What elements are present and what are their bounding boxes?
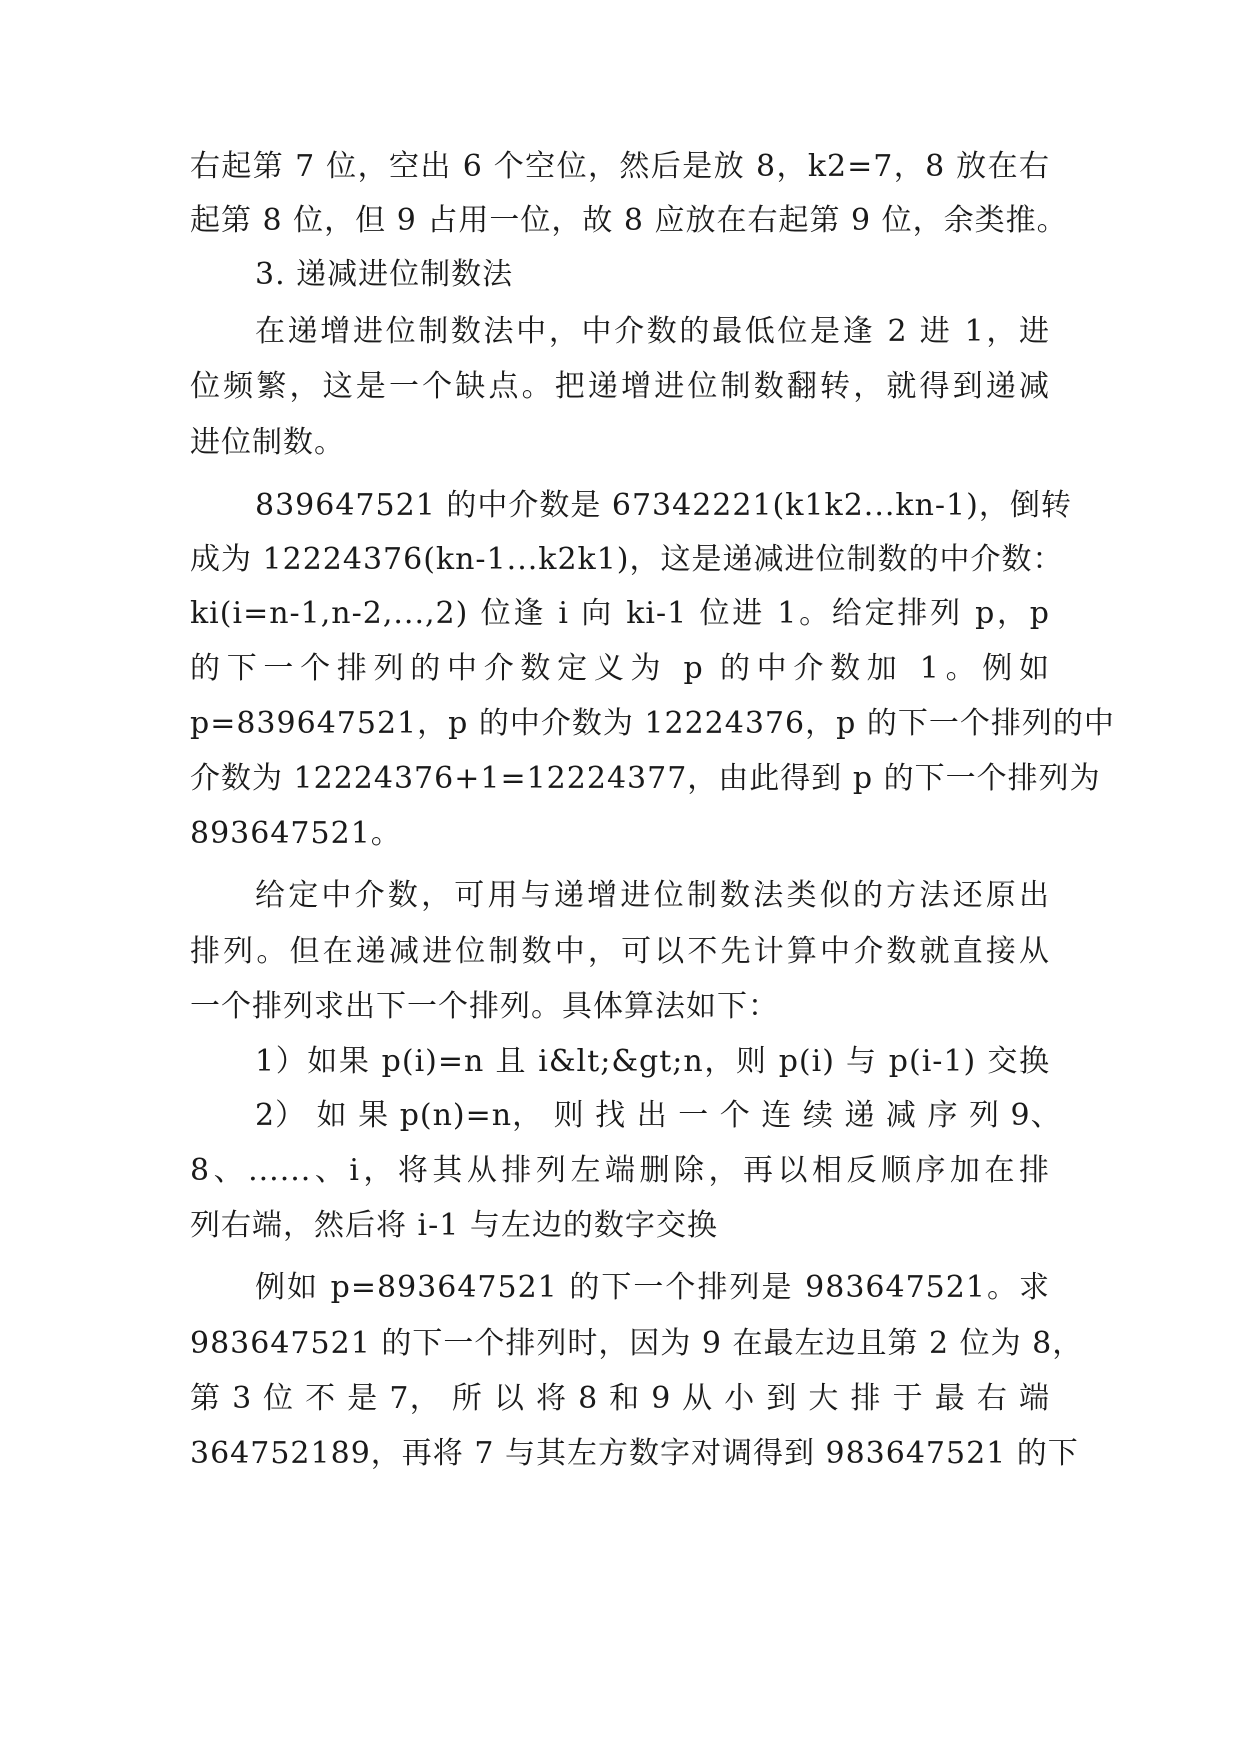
text-line: 364752189，再将 7 与其左方数字对调得到 983647521 的下 [190, 1436, 1079, 1471]
text-line: 右起第 7 位，空出 6 个空位，然后是放 8，k2=7，8 放在右 [190, 149, 1050, 184]
text-line: 839647521 的中介数是 67342221(k1k2...kn-1)，倒转 [255, 488, 1072, 523]
text-line: 8、......、i，将其从排列左端删除，再以相反顺序加在排 [190, 1153, 1050, 1188]
text-line: 983647521 的下一个排列时，因为 9 在最左边且第 2 位为 8， [190, 1326, 1084, 1361]
text-line: 列右端，然后将 i-1 与左边的数字交换 [190, 1208, 718, 1243]
text-line: 介数为 12224376+1=12224377，由此得到 p 的下一个排列为 [190, 761, 1101, 796]
text-line: 在递增进位制数法中，中介数的最低位是逢 2 进 1，进 [255, 314, 1050, 349]
list-item: 2） 如 果 p(n)=n， 则 找 出 一 个 连 续 递 减 序 列 9、 [255, 1098, 1062, 1133]
text-line: 位频繁，这是一个缺点。把递增进位制数翻转，就得到递减 [190, 369, 1050, 404]
text-line: 成为 12224376(kn-1...k2k1)，这是递减进位制数的中介数： [190, 542, 1064, 577]
list-item: 1）如果 p(i)=n 且 i&lt;&gt;n，则 p(i) 与 p(i-1) 交换 [255, 1044, 1050, 1079]
text-line: 893647521。 [190, 816, 402, 851]
text-line: 第 3 位 不 是 7， 所 以 将 8 和 9 从 小 到 大 排 于 最 右 端 [190, 1381, 1050, 1416]
text-line: 的下一个排列的中介数定义为 p 的中介数加 1。例如 [190, 651, 1050, 686]
text-line: 例如 p=893647521 的下一个排列是 983647521。求 [255, 1270, 1050, 1305]
text-line: 一个排列求出下一个排列。具体算法如下： [190, 989, 779, 1024]
text-line: 进位制数。 [190, 425, 345, 460]
text-line: 给定中介数，可用与递增进位制数法类似的方法还原出 [255, 878, 1050, 913]
text-line: 排列。但在递减进位制数中，可以不先计算中介数就直接从 [190, 934, 1050, 969]
section-heading: 3. 递减进位制数法 [255, 257, 514, 292]
text-line: ki(i=n-1,n-2,...,2) 位逢 i 向 ki-1 位进 1。给定排列 p，p [190, 596, 1050, 631]
text-line: p=839647521，p 的中介数为 12224376，p 的下一个排列的中 [190, 706, 1115, 741]
text-line: 起第 8 位，但 9 占用一位，故 8 应放在右起第 9 位，余类推。 [190, 203, 1068, 238]
